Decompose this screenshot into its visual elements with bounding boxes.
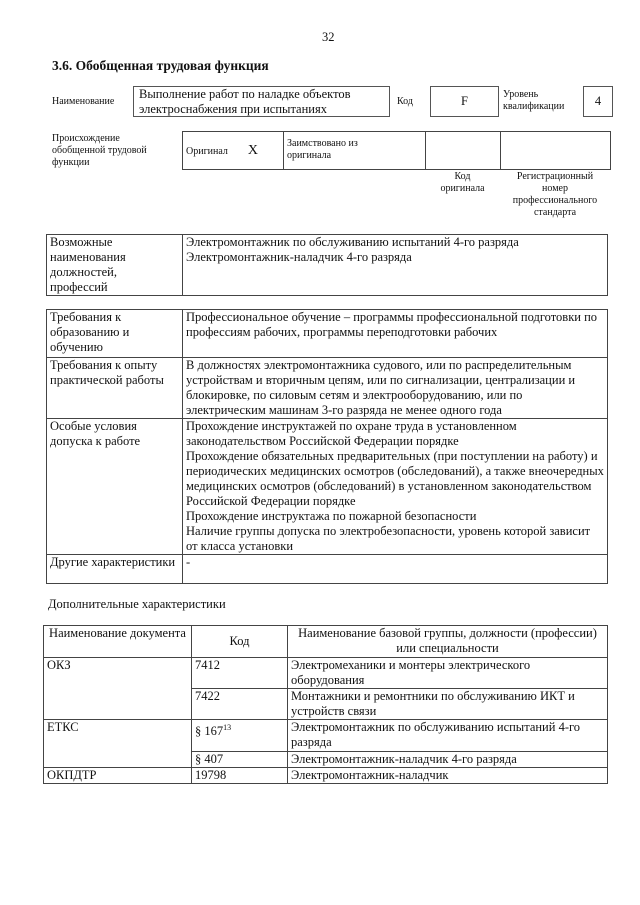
position-item: Электромонтажник-наладчик 4-го разряда bbox=[186, 250, 412, 264]
caption-line: оригинала bbox=[440, 183, 485, 194]
page-number: 32 bbox=[322, 30, 335, 44]
label-line: должностей, bbox=[50, 265, 117, 279]
name-cell: Электромонтажник-наладчик 4-го разряда bbox=[288, 752, 608, 768]
section-heading: 3.6. Обобщенная трудовая функция bbox=[52, 58, 269, 73]
code-value: F bbox=[430, 86, 499, 117]
name-line: Выполнение работ по наладке объектов bbox=[139, 87, 351, 101]
level-label bbox=[503, 89, 564, 113]
req-item: Прохождение инструктажа по пожарной безопасности bbox=[186, 509, 477, 523]
position-item: Электромонтажник по обслуживанию испытаний 4-го разряда bbox=[186, 235, 519, 249]
code-cell: § 407 bbox=[192, 752, 288, 768]
req-item: Наличие группы допуска по электробезопасности, уровень которой зависит от класса установки bbox=[186, 524, 591, 553]
original-label: Оригинал bbox=[186, 145, 228, 157]
code-cell: 19798 bbox=[192, 768, 288, 784]
table-row bbox=[44, 720, 608, 752]
caption-line: Код bbox=[454, 171, 471, 182]
reg-number-caption bbox=[500, 171, 610, 219]
borrowed-line: оригинала bbox=[287, 150, 332, 161]
table-row bbox=[44, 658, 608, 689]
header-cell: Наименование документа bbox=[44, 626, 192, 658]
name-cell: Электромонтажник по обслуживанию испытаний 4-го разряда bbox=[288, 720, 608, 752]
label-line: профессий bbox=[50, 280, 108, 294]
req-label: Требования к образованию и обучению bbox=[47, 310, 183, 358]
footnote-ref[interactable]: 13 bbox=[223, 723, 232, 732]
code-text: § 167 bbox=[195, 724, 224, 739]
original-cell bbox=[183, 132, 284, 170]
name-line: электроснабжения при испытаниях bbox=[139, 102, 327, 116]
req-item: Прохождение инструктажей по охране труда в установленном законодательством Российской Федерации порядке bbox=[186, 419, 517, 448]
level-value: 4 bbox=[583, 86, 613, 117]
code-cell bbox=[192, 720, 288, 752]
borrowed-line: Заимствовано из bbox=[287, 138, 358, 149]
orig-code-cell bbox=[426, 132, 501, 170]
req-label: Требования к опыту практической работы bbox=[47, 358, 183, 419]
original-mark: X bbox=[247, 142, 259, 158]
code-label: Код bbox=[397, 96, 413, 107]
additional-title: Дополнительные характеристики bbox=[48, 597, 226, 611]
req-value: - bbox=[183, 555, 608, 584]
code-cell: 7412 bbox=[192, 658, 288, 689]
name-value bbox=[133, 86, 390, 117]
caption-line: профессионального bbox=[512, 195, 598, 206]
additional-table bbox=[43, 625, 608, 784]
origin-line: функции bbox=[52, 157, 90, 168]
caption-line: номер bbox=[542, 183, 568, 194]
doc-cell: ОКЗ bbox=[44, 658, 192, 720]
header-cell: Код bbox=[192, 626, 288, 658]
table-row bbox=[44, 768, 608, 784]
name-cell: Монтажники и ремонтники по обслуживанию ИКТ и устройств связи bbox=[288, 689, 608, 720]
name-cell: Электромонтажник-наладчик bbox=[288, 768, 608, 784]
caption-line: Регистрационный bbox=[516, 171, 594, 182]
requirements-table bbox=[46, 309, 608, 584]
req-value: В должностях электромонтажника судового, или по распределительным устройствам и вторичным цепям, или по сигнализации, централизации и блокировке, по силовым сетям и электрооборудованию, или по электрическим машинам 3-го разряда не менее одного года bbox=[183, 358, 608, 419]
req-value: Профессиональное обучение – программы профессиональной подготовки по профессиям рабочих, программы переподготовки рабочих bbox=[183, 310, 608, 358]
origin-label bbox=[52, 133, 147, 169]
positions-table bbox=[46, 234, 608, 296]
positions-label bbox=[47, 235, 183, 296]
origin-line: Происхождение bbox=[52, 133, 120, 144]
origin-table bbox=[182, 131, 611, 170]
borrowed-cell bbox=[284, 132, 426, 170]
code-cell: 7422 bbox=[192, 689, 288, 720]
orig-code-caption bbox=[425, 171, 500, 195]
doc-cell: ЕТКС bbox=[44, 720, 192, 768]
origin-line: обобщенной трудовой bbox=[52, 145, 147, 156]
positions-values bbox=[183, 235, 608, 296]
req-item: Прохождение обязательных предварительных (при поступлении на работу) и периодических медицинских осмотров (обследований), а также внеочередных медицинских осмотров (обследований) в установленном законодательством Российской Федерации порядке bbox=[186, 449, 604, 508]
label-line: Возможные bbox=[50, 235, 113, 249]
doc-cell: ОКПДТР bbox=[44, 768, 192, 784]
label-line: наименования bbox=[50, 250, 126, 264]
req-value bbox=[183, 419, 608, 555]
req-label: Особые условия допуска к работе bbox=[47, 419, 183, 555]
level-line: Уровень bbox=[503, 89, 539, 100]
req-label: Другие характеристики bbox=[47, 555, 183, 584]
caption-line: стандарта bbox=[533, 207, 577, 218]
reg-number-cell bbox=[501, 132, 611, 170]
header-cell: Наименование базовой группы, должности (профессии) или специальности bbox=[288, 626, 608, 658]
level-line: квалификации bbox=[503, 101, 565, 112]
name-label: Наименование bbox=[52, 96, 115, 107]
name-cell: Электромеханики и монтеры электрического оборудования bbox=[288, 658, 608, 689]
